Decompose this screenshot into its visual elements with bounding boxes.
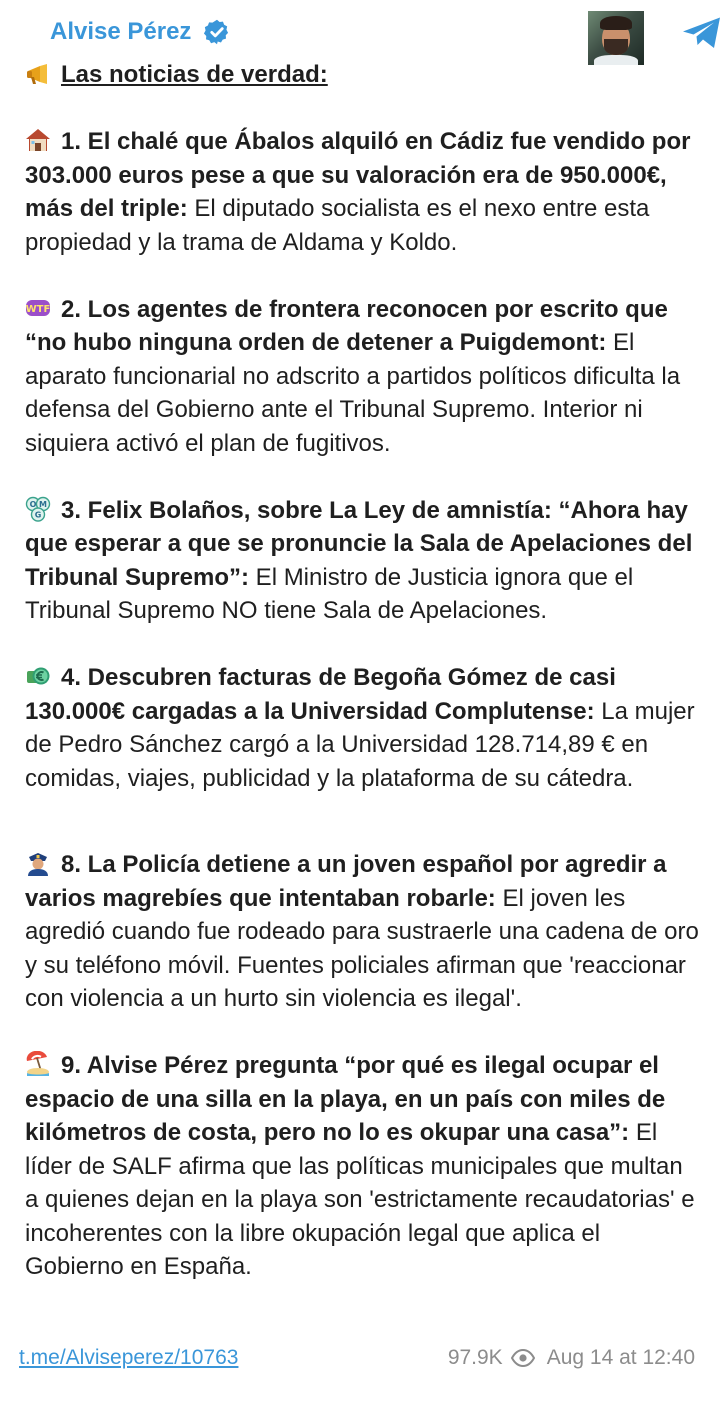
svg-text:O: O [29, 499, 37, 509]
post-meta [448, 1346, 695, 1370]
news-item-text: El diputado socialista es el nexo entre esta propiedad y la trama de Aldama y Koldo. [25, 195, 650, 256]
news-item-text: El Ministro de Justicia ignora que el Tribunal Supremo NO tiene Sala de Apelaciones. [25, 563, 634, 624]
news-item-3 [25, 494, 700, 628]
avatar-beard [604, 39, 628, 55]
news-item-1 [25, 125, 700, 259]
wtf-icon [25, 295, 51, 321]
news-item-headline: 4. Descubren facturas de Begoña Gómez de casi 130.000€ cargadas a la Universidad Complutense: [25, 664, 616, 725]
author-name[interactable]: Alvise Pérez [50, 18, 192, 45]
post-timestamp: Aug 14 at 12:40 [546, 1346, 695, 1369]
police-officer-icon [25, 850, 51, 876]
news-item-headline: 2. Los agentes de frontera reconocen por escrito que “no hubo ninguna orden de detener a Puigdemont: [25, 295, 668, 356]
news-item-text: El líder de SALF afirma que las políticas municipales que multan a quienes dejan en la playa son 'estrictamente recaudatorias' e incoherentes con la libre okupación legal que aplica el Gobierno en España. [25, 1119, 695, 1280]
avatar[interactable] [588, 11, 644, 65]
svg-text:WTF: WTF [25, 303, 51, 315]
news-item-headline: 8. La Policía detiene a un joven español por agredir a varios magrebíes que intentaban robarle: [25, 851, 667, 912]
news-item-4 [25, 661, 700, 795]
news-item-text: El aparato funcionarial no adscrito a partidos políticos dificulta la defensa del Gobierno ante el Tribunal Supremo. Interior ni siquiera activó el plan de fugitivos. [25, 329, 681, 457]
news-item-headline: 1. El chalé que Ábalos alquiló en Cádiz fue vendido por 303.000 euros pese a que su valoración era de 950.000€, más del triple: [25, 128, 691, 222]
post-title-row [25, 58, 700, 92]
news-item-5 [25, 848, 700, 1016]
telegram-send-icon[interactable] [681, 15, 722, 51]
svg-text:M: M [39, 499, 47, 509]
news-item-2 [25, 293, 700, 461]
news-item-6 [25, 1049, 700, 1284]
megaphone-icon [25, 62, 51, 88]
beach-umbrella-icon [25, 1051, 51, 1077]
verified-badge-icon [203, 18, 231, 46]
post-title: Las noticias de verdad: [61, 61, 328, 88]
eye-icon [511, 1349, 535, 1367]
news-item-text: La mujer de Pedro Sánchez cargó a la Universidad 128.714,89 € en comidas, viajes, publicidad y la plataforma de su cátedra. [25, 697, 695, 792]
post-footer [19, 1342, 695, 1376]
svg-text:G: G [34, 510, 42, 519]
news-item-headline: 3. Felix Bolaños, sobre La Ley de amnistía: “Ahora hay que esperar a que se pronuncie la Sala de Apelaciones del Tribunal Supremo”: [25, 496, 693, 591]
avatar-hair [600, 16, 632, 30]
post-header [25, 0, 696, 66]
view-count: 97.9K [447, 1346, 503, 1369]
news-item-headline: 9. Alvise Pérez pregunta “por qué es ilegal ocupar el espacio de una silla en la playa, en un país con miles de kilómetros de costa, pero no lo es okupar una casa”: [25, 1052, 666, 1146]
money-icon [25, 663, 51, 689]
post-body [25, 58, 700, 1284]
news-item-text: El joven les agredió cuando fue rodeado para sustraerle una cadena de oro y su teléfono móvil. Fuentes policiales afirman que 'reaccionar con violencia a un hurto sin violencia es ilegal'. [25, 884, 699, 1012]
omg-icon [25, 496, 51, 522]
post-link[interactable]: t.me/Alviseperez/10763 [19, 1346, 239, 1369]
house-icon [25, 127, 51, 153]
author-name-row[interactable] [50, 18, 231, 46]
